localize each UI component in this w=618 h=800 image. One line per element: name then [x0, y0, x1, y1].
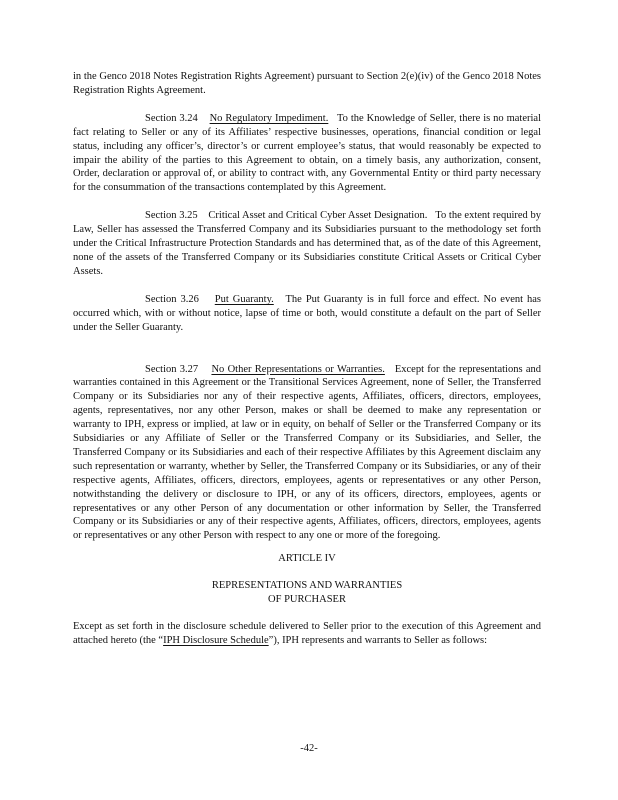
- section-3-24-text: To the Knowledge of Seller, there is no material fact relating to Seller or any of its Affiliates’ respective businesses, operations, financial condition or legal status, including any officer’s, director’s or current employee’s status, that would reasonably be expected to impair the ability of the parties to this Agreement to obtain, on a timely basis, any authorization, consent, Order, declaration or approval of, or ability to contract with, any Governmental Entity or third party necessary for the consummation of the transactions contemplated by this Agreement.: [73, 112, 541, 194]
- section-3-26-number: Section 3.26: [145, 293, 199, 305]
- section-3-24-number: Section 3.24: [145, 112, 198, 124]
- closing-text-before: Except as set forth in the disclosure schedule delivered to Seller prior to the execution of this Agreement and attached hereto (the “: [73, 621, 541, 647]
- section-3-24-paragraph: [73, 112, 541, 195]
- document-page: [73, 70, 541, 648]
- ipp-disclosure-schedule-term: IPH Disclosure Schedule: [163, 635, 269, 647]
- section-3-25-text: To the extent required by Law, Seller has assessed the Transferred Company and its Subsidiaries pursuant to the methodology set forth under the Critical Infrastructure Protection Standards and has determined that, as of the date of this Agreement, none of the assets of the Transferred Company or its Subsidiaries constitute Critical Assets or Critical Cyber Assets.: [73, 210, 541, 277]
- article-title-line-1: REPRESENTATIONS AND WARRANTIES: [211, 580, 403, 592]
- section-3-27-text: Except for the representations and warranties contained in this Agreement or the Transitional Services Agreement, none of Seller, the Transferred Company or its Subsidiaries nor any of their respective agents, Affiliates, officers, directors, employees, agents, representatives, nor any other Person, makes or shall be deemed to make any representation or warranty to IPH, express or implied, at law or in equity, on behalf of Seller or the Transferred Company or its Subsidiaries or any Affiliate of Seller or the Transferred Company or its Subsidiaries, and Seller, the Transferred Company or its Subsidiaries and each of their respective Affiliates by this Agreement disclaim any such representation or warranty, whether by Seller, the Transferred Company or its Subsidiaries, or any of their respective agents, Affiliates, officers, directors, employees, agents or representatives or any other Person, notwithstanding the delivery or disclosure to IPH, or any of its officers, directors, employees, agents or representatives or any other Person of any documentation or other information by Seller, the Transferred Company or its Subsidiaries or any of their respective agents, Affiliates, officers, directors, employees, agents or representatives or any other Person with respect to any one or more of the foregoing.: [73, 363, 542, 542]
- section-3-27-title: No Other Representations or Warranties.: [211, 363, 385, 375]
- closing-paragraph: [73, 620, 541, 648]
- section-3-26-title: Put Guaranty.: [214, 293, 274, 305]
- section-3-27-paragraph: [73, 363, 541, 544]
- article-title: [73, 579, 541, 606]
- section-3-25-title: Critical Asset and Critical Cyber Asset Designation.: [208, 210, 428, 222]
- section-3-26-paragraph: [73, 293, 541, 335]
- section-3-25-paragraph: [73, 209, 541, 279]
- section-3-27-number: Section 3.27: [145, 363, 199, 375]
- article-label: ARTICLE IV: [278, 553, 336, 565]
- page-number: -42-: [300, 743, 318, 754]
- continuation-paragraph: in the Genco 2018 Notes Registration Rights Agreement) pursuant to Section 2(e)(iv) of the Genco 2018 Notes Registration Rights Agreement.: [73, 71, 541, 96]
- section-3-24-title: No Regulatory Impediment.: [209, 112, 329, 124]
- article-title-line-2: OF PURCHASER: [268, 593, 346, 605]
- section-3-25-number: Section 3.25: [145, 210, 198, 222]
- closing-text-after: ”), IPH represents and warrants to Seller as follows:: [268, 635, 488, 647]
- section-3-26-text: The Put Guaranty is in full force and effect. No event has occurred which, with or without notice, lapse of time or both, would constitute a default on the part of Seller under the Seller Guaranty.: [73, 293, 542, 333]
